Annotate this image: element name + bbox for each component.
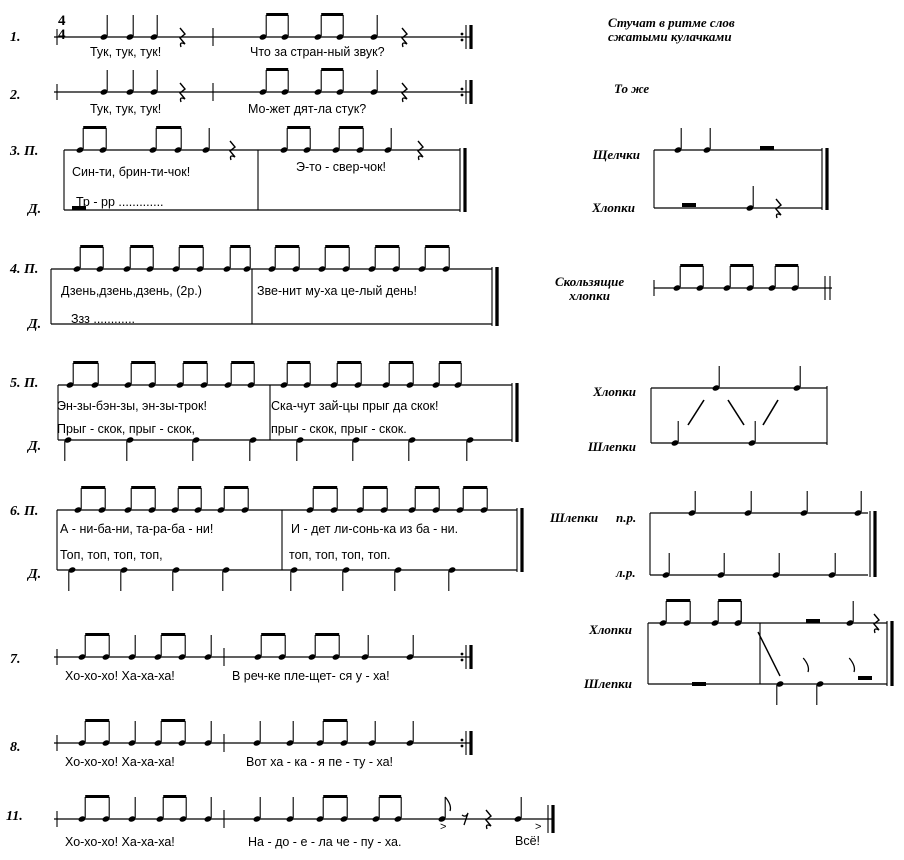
whole-rest — [692, 682, 706, 686]
beam — [339, 126, 363, 129]
whole-rest — [682, 203, 696, 207]
accent-mark-2: > — [535, 821, 542, 833]
beam — [163, 795, 186, 798]
beam — [81, 486, 105, 489]
ex3-upper-1: Син-ти, брин-ти-чок! — [72, 165, 191, 179]
beam — [80, 245, 103, 248]
half-rest — [806, 619, 820, 623]
beam — [439, 361, 461, 364]
beam — [730, 264, 753, 267]
ex8-lyric-1: Хо-хо-хо! Ха-ха-ха! — [65, 755, 175, 769]
beam — [718, 599, 741, 602]
ex11-lyric-2: На - до - е - ла че - пу - ха. — [248, 835, 402, 849]
exercise-4-number: 4. П. — [10, 262, 39, 277]
repeat-dot — [461, 33, 464, 36]
ex7-lyric-2: В реч-ке пле-щет- ся у - ха! — [232, 669, 390, 683]
time-signature — [58, 14, 66, 42]
beam — [321, 13, 343, 16]
exercise-4-lower-label: Д. — [28, 317, 42, 332]
ex5-lower-1: Прыг - скок, прыг - скок, — [57, 422, 195, 436]
ex3-upper-2: Э-то - свер-чок! — [296, 160, 387, 174]
repeat-dot — [461, 94, 464, 97]
ex5-upper-2: Ска-чут зай-цы прыг да скок! — [271, 399, 439, 413]
exercise-5-number: 5. П. — [10, 376, 39, 391]
beam — [131, 486, 155, 489]
beam — [266, 68, 288, 71]
ex6-lower-1: Топ, топ, топ, топ, — [60, 548, 163, 562]
instruction-claps-bottom: Хлопки — [589, 622, 632, 637]
slide-stroke — [728, 400, 744, 425]
whole-rest — [858, 676, 872, 680]
beam — [179, 245, 203, 248]
ex4-upper-2: Зве-нит му-ха це-лый день! — [257, 284, 417, 298]
ex1-lyric-2: Что за стран-ный звук? — [250, 45, 385, 59]
beam — [415, 486, 439, 489]
note-flag — [445, 797, 450, 811]
slide-stroke — [758, 632, 780, 676]
beam — [313, 486, 337, 489]
ex2-lyric-1: Тук, тук, тук! — [90, 102, 162, 116]
beam — [73, 361, 98, 364]
ex3-lower-1: Тр - рр ............. — [76, 195, 164, 209]
beam — [375, 245, 399, 248]
beam — [315, 633, 339, 636]
beam — [337, 361, 361, 364]
beam — [321, 68, 343, 71]
instruction-snaps: Щелчки — [592, 147, 640, 162]
beam — [178, 486, 201, 489]
beam — [261, 633, 285, 636]
instruction-claps-3: Хлопки — [592, 200, 635, 215]
beam — [224, 486, 248, 489]
beam — [183, 361, 207, 364]
ex6-upper-2: И - дет ли-сонь-ка из ба - ни. — [291, 522, 459, 536]
ex4-upper-1: Дзень,дзень,дзень, (2р.) — [61, 284, 202, 298]
beam — [287, 126, 310, 129]
beam — [323, 719, 347, 722]
beam — [680, 264, 703, 267]
instruction-knock: Стучат в ритме слов сжатыми кулачками — [608, 15, 735, 45]
beam — [231, 361, 254, 364]
ex5-upper-1: Эн-зы-бэн-зы, эн-зы-трок! — [57, 399, 207, 413]
ex5-lower-2: прыг - скок, прыг - скок. — [271, 422, 407, 436]
slide-stroke — [763, 400, 778, 425]
note-flag — [849, 658, 854, 672]
beam — [287, 361, 310, 364]
beam — [363, 486, 387, 489]
exercise-6-lower-label: Д. — [28, 567, 42, 582]
beam — [275, 245, 299, 248]
ex6-lower-2: топ, топ, топ, топ. — [289, 548, 391, 562]
exercise-11-number: 11. — [6, 809, 23, 824]
instruction-same: То же — [614, 81, 650, 96]
repeat-dot — [461, 739, 464, 742]
exercise-1-number: 1. — [10, 30, 21, 45]
beam — [463, 486, 487, 489]
beam — [85, 719, 109, 722]
exercise-6-number: 6. П. — [10, 504, 39, 519]
exercise-5-lower-label: Д. — [28, 439, 42, 454]
repeat-dot — [461, 745, 464, 748]
instruction-sliding-claps: Скользящие хлопки — [555, 274, 625, 304]
instruction-claps-5: Хлопки — [593, 384, 636, 399]
ex11-lyric-3: Всё! — [515, 834, 541, 848]
repeat-dot — [461, 88, 464, 91]
beam — [131, 361, 155, 364]
beam — [130, 245, 153, 248]
instruction-slaps-bottom: Шлепки — [583, 676, 632, 691]
beam — [83, 126, 106, 129]
instruction-right-hand: п.р. — [616, 510, 637, 525]
exercise-3-lower-label: Д. — [28, 202, 42, 217]
beam — [323, 795, 347, 798]
beam — [85, 795, 109, 798]
beam — [425, 245, 449, 248]
exercise-8-number: 8. — [10, 740, 21, 755]
ex11-lyric-1: Хо-хо-хо! Ха-ха-ха! — [65, 835, 175, 849]
ex8-lyric-2: Вот ха - ка - я пе - ту - ха! — [246, 755, 394, 769]
slide-stroke — [688, 400, 704, 425]
note-flag — [803, 658, 808, 672]
beam — [230, 245, 250, 248]
beam — [156, 126, 181, 129]
ex4-lower-1: Ззз ............ — [71, 312, 136, 326]
beam — [161, 633, 185, 636]
ex7-lyric-1: Хо-хо-хо! Ха-ха-ха! — [65, 669, 175, 683]
beam — [775, 264, 798, 267]
beam — [266, 13, 288, 16]
repeat-dot — [461, 653, 464, 656]
repeat-dot — [461, 659, 464, 662]
exercise-7-number: 7. — [10, 652, 21, 667]
ex2-lyric-2: Мо-жет дят-ла стук? — [248, 102, 367, 116]
beam — [389, 361, 413, 364]
exercise-2-number: 2. — [10, 88, 21, 103]
beam — [85, 633, 109, 636]
time-signature-top: 4 — [58, 13, 66, 29]
half-rest — [760, 146, 774, 150]
ex6-upper-1: А - ни-ба-ни, та-ра-ба - ни! — [60, 522, 214, 536]
instruction-slaps-5: Шлепки — [587, 439, 636, 454]
beam — [379, 795, 401, 798]
exercise-3-number: 3. П. — [10, 144, 39, 159]
instruction-slaps-6: Шлепки — [550, 510, 599, 525]
repeat-dot — [461, 39, 464, 42]
beam — [325, 245, 349, 248]
instruction-left-hand: л.р. — [616, 565, 636, 580]
beam — [161, 719, 185, 722]
beam — [666, 599, 690, 602]
time-signature-bottom: 4 — [58, 27, 66, 43]
ex1-lyric-1: Тук, тук, тук! — [90, 45, 162, 59]
accent-mark-1: > — [440, 821, 447, 833]
